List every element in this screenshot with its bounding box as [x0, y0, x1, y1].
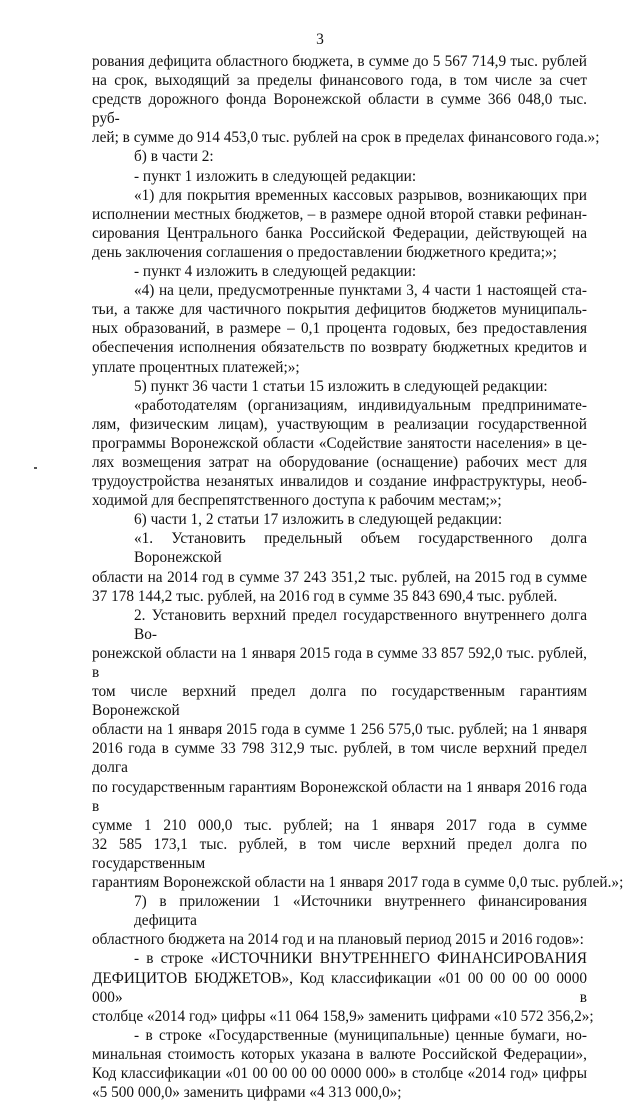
scan-mark: [34, 467, 37, 469]
text-line: 5) пункт 36 части 1 статьи 15 изложить в следующей редакции:: [134, 377, 548, 395]
text-line: 6) части 1, 2 статьи 17 изложить в следующей редакции:: [134, 511, 503, 529]
text-line: областного бюджета на 2014 год и на плановый период 2015 и 2016 годов»:: [92, 931, 584, 949]
text-line: рования дефицита областного бюджета, в сумме до 5 567 714,9 тыс. рублей: [92, 53, 587, 70]
text-line: лях возмещения затрат на оборудование (оснащение) рабочих мест для: [92, 453, 587, 471]
text-line: программы Воронежской области «Содействие занятости населения» в це-: [92, 434, 587, 452]
text-line: «1. Установить предельный объем государственного долга Воронежской: [134, 530, 587, 567]
text-line: сумме 1 210 000,0 тыс. рублей; на 1 января 2017 года в сумме: [92, 816, 587, 834]
text-line: обеспечения исполнения обязательств по возврату бюджетных кредитов и: [92, 339, 587, 357]
text-line: «4) на цели, предусмотренные пунктами 3, 4 части 1 настоящей ста-: [134, 282, 587, 300]
document-body: [92, 52, 624, 1102]
text-line: средств дорожного фонда Воронежской области в сумме 366 048,0 тыс. руб-: [92, 91, 587, 128]
text-line: исполнении местных бюджетов, – в размере одной второй ставки рефинан-: [92, 205, 587, 223]
text-line: «работодателям (организациям, индивидуальным предпринимате-: [134, 396, 587, 414]
text-line: области на 1 января 2015 года в сумме 1 256 575,0 тыс. рублей; на 1 января: [92, 721, 587, 739]
text-line: «1) для покрытия временных кассовых разрывов, возникающих при: [134, 186, 587, 204]
text-line: лей; в сумме до 914 453,0 тыс. рублей на срок в пределах финансового года.»;: [92, 129, 600, 147]
text-line: по государственным гарантиям Воронежской области на 1 января 2016 года в: [92, 778, 587, 815]
text-line: Код классификации «01 00 00 00 00 0000 000» в столбце «2014 год» цифры: [92, 1064, 587, 1082]
text-line: минальная стоимость которых указана в валюте Российской Федерации»,: [92, 1045, 587, 1063]
text-line: 32 585 173,1 тыс. рублей, в том числе верхний предел долга по государственным: [92, 835, 587, 872]
text-line: - в строке «Государственные (муниципальные) ценные бумаги, но-: [134, 1026, 587, 1044]
text-line: 7) в приложении 1 «Источники внутреннего финансирования дефицита: [134, 893, 587, 930]
text-line: - в строке «ИСТОЧНИКИ ВНУТРЕННЕГО ФИНАНСИРОВАНИЯ: [134, 950, 587, 968]
text-line: 2016 года в сумме 33 798 312,9 тыс. рублей, в том числе верхний предел долга: [92, 740, 587, 777]
text-line: 2. Установить верхний предел государственного внутреннего долга Во-: [134, 606, 587, 643]
text-line: гарантиям Воронежской области на 1 января 2017 года в сумме 0,0 тыс. рублей.»;: [92, 874, 624, 892]
page-number: 3: [316, 31, 324, 48]
text-line: трудоустройства незанятых инвалидов и создание инфраструктуры, необ-: [92, 473, 587, 491]
text-line: столбце «2014 год» цифры «11 064 158,9» заменить цифрами «10 572 356,2»;: [92, 1007, 594, 1025]
text-line: лям, физическим лицам), участвующим в реализации государственной: [92, 415, 587, 433]
text-line: б) в части 2:: [134, 148, 214, 166]
text-line: - пункт 1 изложить в следующей редакции:: [134, 167, 417, 185]
text-line: на срок, выходящий за пределы финансового года, в том числе за счет: [92, 72, 587, 90]
text-line: тьи, а также для частичного покрытия дефицитов бюджетов муниципаль-: [92, 301, 587, 319]
text-line: сирования Центрального банка Российской Федерации, действующей на: [92, 224, 587, 242]
text-line: ДЕФИЦИТОВ БЮДЖЕТОВ», Код классификации «01 00 00 00 00 0000 000» в: [92, 969, 587, 1006]
text-line: ходимой для беспрепятственного доступа к рабочим местам;»;: [92, 492, 502, 510]
text-line: «5 500 000,0» заменить цифрами «4 313 000,0»;: [92, 1084, 402, 1102]
text-line: день заключения соглашения о предоставлении бюджетного кредита;»;: [92, 243, 557, 261]
text-line: - пункт 4 изложить в следующей редакции:: [134, 263, 417, 281]
text-line: том числе верхний предел долга по государственным гарантиям Воронежской: [92, 683, 587, 720]
text-line: ронежской области на 1 января 2015 года в сумме 33 857 592,0 тыс. рублей, в: [92, 644, 587, 681]
text-line: уплате процентных платежей;»;: [92, 358, 300, 376]
text-line: области на 2014 год в сумме 37 243 351,2 тыс. рублей, на 2015 год в сумме: [92, 568, 587, 586]
text-line: 37 178 144,2 тыс. рублей, на 2016 год в сумме 35 843 690,4 тыс. рублей.: [92, 587, 558, 605]
text-line: ных образований, в размере – 0,1 процента годовых, без предоставления: [92, 320, 587, 338]
